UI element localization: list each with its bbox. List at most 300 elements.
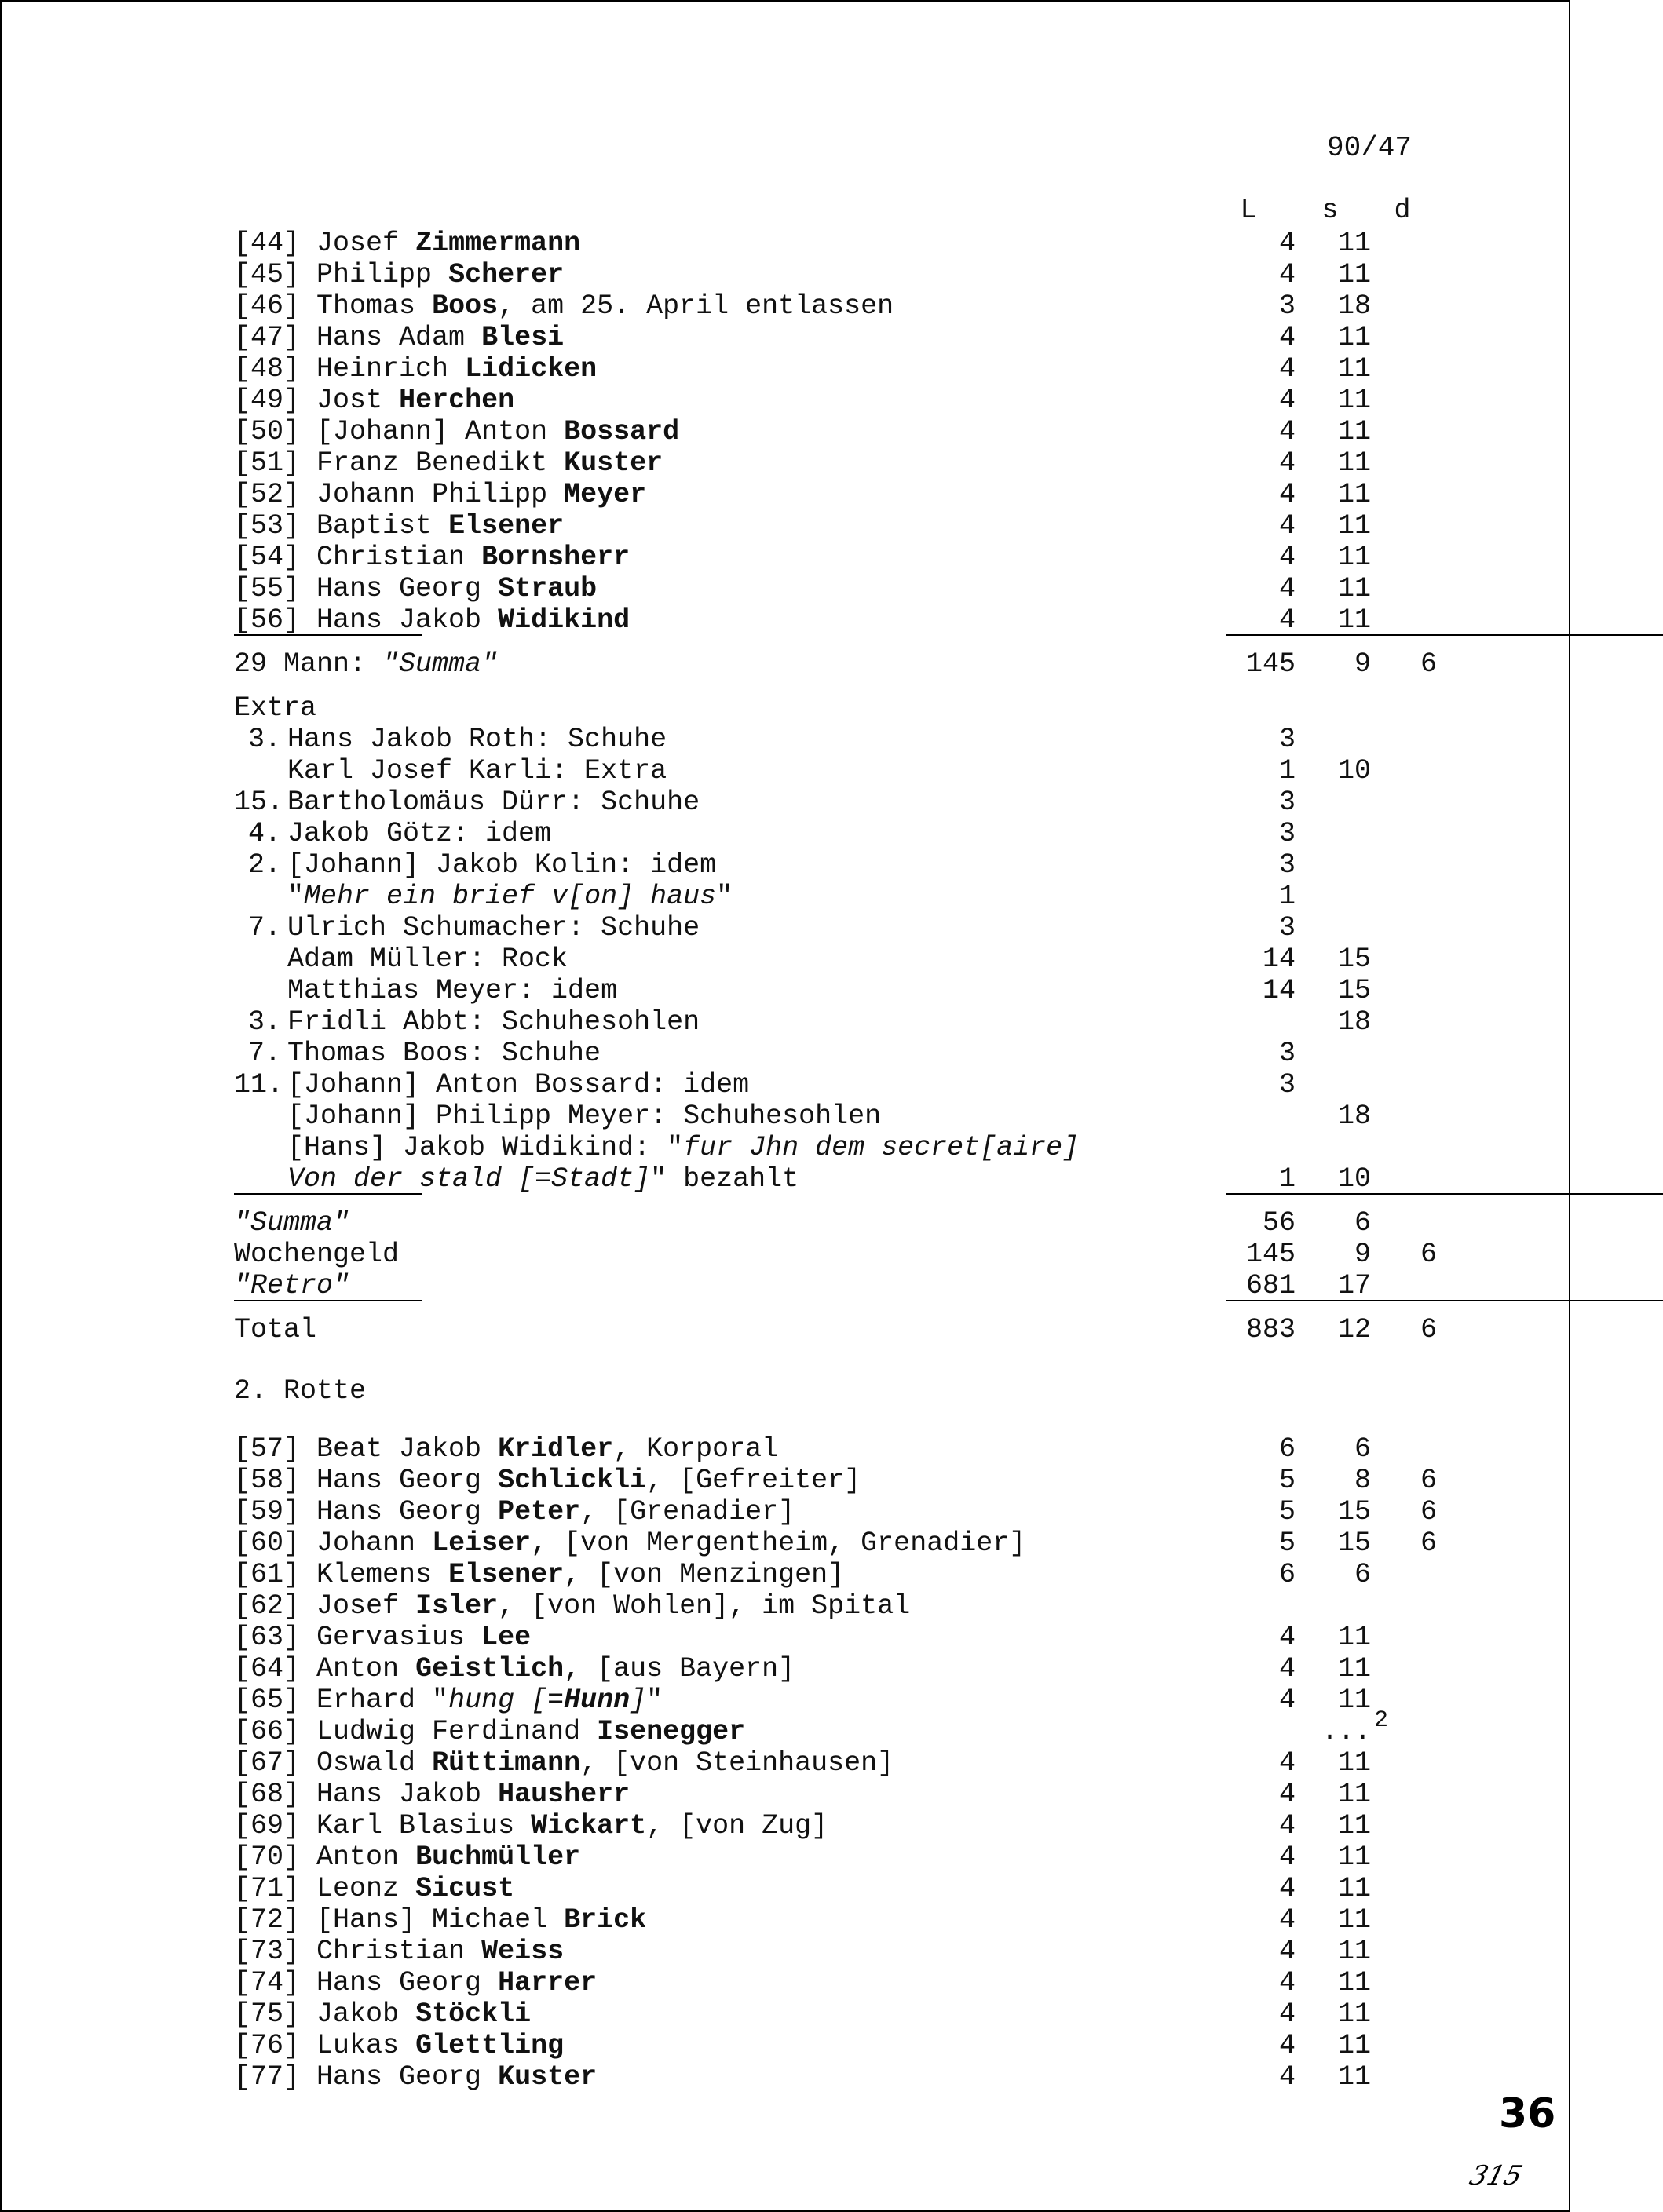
extra-text — [287, 755, 667, 787]
person-entry — [234, 416, 679, 447]
entry-number: [73] — [234, 1936, 317, 1967]
amount-s: 11 — [1337, 353, 1371, 385]
person-entry — [234, 1716, 745, 1747]
extra-text — [287, 975, 617, 1006]
rule-line — [234, 1300, 422, 1301]
amount-s: 11 — [1337, 1936, 1371, 1967]
surname: Brick — [564, 1904, 647, 1936]
entry-number: [68] — [234, 1779, 317, 1810]
amount-l: 4 — [1278, 385, 1296, 416]
rule-line — [1226, 1193, 1663, 1195]
entry-number: [74] — [234, 1967, 317, 1998]
summa1-l: 145 — [1245, 648, 1296, 680]
first-name: Thomas — [316, 290, 416, 322]
extra-plain: [Hans] Jakob Widikind: " — [287, 1132, 684, 1163]
amount-d: 6 — [1420, 1465, 1437, 1496]
extra-row — [234, 1132, 1435, 1163]
remark: , [von Menzingen] — [564, 1559, 845, 1590]
entry-number: [65] — [234, 1685, 317, 1716]
amount-l: 4 — [1278, 1998, 1296, 2030]
rotte1-row — [234, 259, 1435, 290]
extra-plain: [Johann] Anton Bossard: idem — [287, 1069, 750, 1101]
amount-s: 11 — [1337, 1842, 1371, 1873]
rotte1-row — [234, 447, 1435, 479]
amount-l: 4 — [1278, 1873, 1296, 1904]
extra-amount-l: 3 — [1278, 849, 1296, 881]
first-name: [Johann] Anton — [316, 416, 548, 447]
space — [514, 1810, 531, 1842]
person-entry — [234, 479, 646, 510]
handwritten-folio-top-text: 36 — [1499, 2090, 1556, 2137]
first-name: Josef — [316, 228, 400, 259]
person-entry — [234, 1622, 531, 1653]
footnote-marker: 2 — [1374, 1707, 1389, 1734]
extra-text — [287, 1132, 1079, 1163]
surname: Sicust — [415, 1873, 515, 1904]
extra-amount-l: 3 — [1278, 724, 1296, 755]
column-header-s: s — [1321, 195, 1339, 226]
extra-row — [234, 881, 1435, 912]
remark: , Korporal — [613, 1433, 779, 1465]
extra-text — [287, 787, 700, 818]
entry-number: [55] — [234, 573, 317, 604]
surname: Meyer — [564, 479, 647, 510]
rotte2-row — [234, 1747, 1435, 1779]
amount-s: 15 — [1337, 1496, 1371, 1528]
amount-l: 5 — [1278, 1496, 1296, 1528]
rotte2-row — [234, 1433, 1435, 1465]
italic-note — [448, 1685, 646, 1716]
rule-line — [1226, 634, 1663, 636]
first-name: Baptist — [316, 510, 433, 542]
extra-amount-l: 3 — [1278, 1038, 1296, 1069]
amount-s: 11 — [1337, 1904, 1371, 1936]
extra-row — [234, 1038, 1435, 1069]
first-name: Josef — [316, 1590, 400, 1622]
space — [432, 510, 448, 542]
extra-plain: Ulrich Schumacher: Schuhe — [287, 912, 700, 944]
summa1-s: 9 — [1354, 648, 1371, 680]
person-entry — [234, 447, 663, 479]
person-entry — [234, 1998, 531, 2030]
rotte2-row — [234, 1904, 1435, 1936]
remark: , [Gefreiter] — [646, 1465, 861, 1496]
totals-wochengeld-d: 6 — [1420, 1239, 1437, 1270]
extra-amount-l: 1 — [1278, 881, 1296, 912]
surname: Kridler — [498, 1433, 614, 1465]
extra-amount-l: 3 — [1278, 818, 1296, 849]
extra-amount-l: 14 — [1262, 975, 1296, 1006]
rotte1-row — [234, 228, 1435, 259]
amount-s: 15 — [1337, 1528, 1371, 1559]
page-number: 90/47 — [1327, 132, 1413, 164]
tail: " — [646, 1685, 663, 1716]
first-name: Johann — [316, 1528, 416, 1559]
extra-number: 11. — [234, 1069, 284, 1101]
amount-s: 6 — [1354, 1433, 1371, 1465]
extra-text — [287, 818, 551, 849]
first-name: Anton — [316, 1653, 400, 1685]
amount-s: 11 — [1337, 385, 1371, 416]
rotte2-row — [234, 1653, 1435, 1685]
first-name: Hans Georg — [316, 2061, 482, 2093]
amount-s: ... — [1321, 1716, 1371, 1747]
remark: , [von Zug] — [646, 1810, 828, 1842]
amount-l: 4 — [1278, 1653, 1296, 1685]
remark: , [von Steinhausen] — [580, 1747, 894, 1779]
first-name: Hans Georg — [316, 573, 482, 604]
amount-s: 11 — [1337, 447, 1371, 479]
summa1-row — [234, 648, 1435, 680]
remark: , [aus Bayern] — [564, 1653, 795, 1685]
surname: Weiss — [481, 1936, 565, 1967]
totals-block — [234, 1207, 1435, 1345]
entry-number: [69] — [234, 1810, 317, 1842]
rotte2-row — [234, 2030, 1435, 2061]
extra-heading — [234, 692, 1435, 724]
space — [547, 479, 564, 510]
rotte1-row — [234, 542, 1435, 573]
summa1-quote: "Summa" — [382, 648, 499, 680]
first-name: Johann Philipp — [316, 479, 548, 510]
surname: Schlickli — [498, 1465, 647, 1496]
space — [465, 1622, 481, 1653]
surname: Straub — [498, 573, 598, 604]
entry-number: [44] — [234, 228, 317, 259]
space — [481, 604, 498, 636]
person-entry — [234, 1936, 564, 1967]
rotte2-row — [234, 1559, 1435, 1590]
person-entry — [234, 604, 630, 636]
amount-l: 4 — [1278, 322, 1296, 353]
first-name: Leonz — [316, 1873, 400, 1904]
first-name: Erhard " — [316, 1685, 449, 1716]
person-entry — [234, 1528, 1025, 1559]
amount-s: 18 — [1337, 290, 1371, 322]
person-entry — [234, 510, 564, 542]
person-entry — [234, 1559, 844, 1590]
totals-summa — [234, 1207, 1435, 1239]
amount-s: 11 — [1337, 1998, 1371, 2030]
extra-amount-s: 15 — [1337, 944, 1371, 975]
space — [399, 228, 415, 259]
person-entry — [234, 322, 564, 353]
person-entry — [234, 1747, 894, 1779]
surname: Scherer — [448, 259, 565, 290]
rotte2-row — [234, 1685, 1435, 1716]
extra-amount-l: 3 — [1278, 787, 1296, 818]
extra-text — [287, 944, 568, 975]
surname: Peter — [498, 1496, 581, 1528]
surname: Bornsherr — [481, 542, 630, 573]
summa1-block — [234, 648, 1435, 680]
extra-plain: Matthias Meyer: idem — [287, 975, 618, 1006]
first-name: Heinrich — [316, 353, 449, 385]
extra-plain: [Johann] Philipp Meyer: Schuhesohlen — [287, 1101, 882, 1132]
amount-l: 4 — [1278, 1747, 1296, 1779]
first-name: Lukas — [316, 2030, 400, 2061]
entry-number: [59] — [234, 1496, 317, 1528]
space — [547, 416, 564, 447]
first-name: Beat Jakob — [316, 1433, 482, 1465]
amount-s: 11 — [1337, 1622, 1371, 1653]
extra-amount-s: 10 — [1337, 1163, 1371, 1195]
rule-line — [234, 1193, 422, 1195]
amount-l: 5 — [1278, 1465, 1296, 1496]
amount-d: 6 — [1420, 1528, 1437, 1559]
extra-plain: Hans Jakob Roth: Schuhe — [287, 724, 667, 755]
person-entry — [234, 2030, 564, 2061]
surname: Zimmermann — [415, 228, 581, 259]
extra-heading-text: Extra — [234, 692, 317, 724]
extra-amount-l: 1 — [1278, 1163, 1296, 1195]
person-entry — [234, 2061, 597, 2093]
surname: Widikind — [498, 604, 630, 636]
person-entry — [234, 259, 564, 290]
rotte2-row — [234, 1873, 1435, 1904]
first-name: Gervasius — [316, 1622, 466, 1653]
first-name: Hans Jakob — [316, 604, 482, 636]
extra-tail: " bezahlt — [650, 1163, 799, 1195]
space — [481, 1779, 498, 1810]
totals-total-d: 6 — [1420, 1314, 1437, 1345]
totals-summa-s: 6 — [1354, 1207, 1371, 1239]
column-header-l: L — [1240, 195, 1257, 226]
surname: Glettling — [415, 2030, 565, 2061]
rotte2-row — [234, 1810, 1435, 1842]
remark: , am 25. April entlassen — [498, 290, 894, 322]
rotte2-row — [234, 1707, 1435, 1747]
extra-number: 7. — [247, 912, 281, 944]
surname: Wickart — [531, 1810, 647, 1842]
totals-total — [234, 1314, 1435, 1345]
totals-retro — [234, 1270, 1435, 1301]
amount-s: 11 — [1337, 1685, 1371, 1716]
first-name: Hans Adam — [316, 322, 466, 353]
rotte1-row — [234, 604, 1435, 636]
person-entry — [234, 228, 580, 259]
extra-amount-s: 10 — [1337, 755, 1371, 787]
extra-number: 3. — [247, 1006, 281, 1038]
entry-number: [70] — [234, 1842, 317, 1873]
amount-l: 4 — [1278, 1622, 1296, 1653]
extra-amount-l: 3 — [1278, 1069, 1296, 1101]
extra-row — [234, 724, 1435, 755]
rotte2-row — [234, 1967, 1435, 1998]
amount-s: 11 — [1337, 510, 1371, 542]
first-name: [Hans] Michael — [316, 1904, 548, 1936]
first-name: Hans Jakob — [316, 1779, 482, 1810]
surname: Elsener — [448, 510, 565, 542]
totals-wochengeld-s: 9 — [1354, 1239, 1371, 1270]
totals-retro-s: 17 — [1337, 1270, 1371, 1301]
extra-number: 3. — [247, 724, 281, 755]
person-entry — [234, 1496, 795, 1528]
rule-line — [234, 634, 422, 636]
totals-retro-l: 681 — [1245, 1270, 1296, 1301]
amount-l: 5 — [1278, 1528, 1296, 1559]
rotte2-row — [234, 1936, 1435, 1967]
person-entry — [234, 1653, 795, 1685]
space — [448, 353, 465, 385]
amount-s: 11 — [1337, 259, 1371, 290]
extra-text — [287, 724, 667, 755]
rotte2-heading — [234, 1375, 1435, 1407]
totals-total-label: Total — [234, 1314, 317, 1345]
remark: , [von Wohlen], im Spital — [498, 1590, 911, 1622]
first-name: Jakob — [316, 1998, 400, 2030]
person-entry — [234, 1779, 630, 1810]
totals-summa-l: 56 — [1262, 1207, 1296, 1239]
extra-text — [287, 1038, 601, 1069]
surname: Harrer — [498, 1967, 598, 1998]
surname: Geistlich — [415, 1653, 565, 1685]
amount-s: 11 — [1337, 2061, 1371, 2093]
totals-wochengeld-l: 145 — [1245, 1239, 1296, 1270]
rule-line — [1226, 1300, 1663, 1301]
rotte1-list — [234, 228, 1435, 636]
surname: Isenegger — [597, 1716, 746, 1747]
person-entry — [234, 573, 597, 604]
amount-l: 6 — [1278, 1433, 1296, 1465]
extra-row — [234, 755, 1435, 787]
entry-number: [50] — [234, 416, 317, 447]
extra-plain: " — [287, 881, 305, 912]
entry-number: [57] — [234, 1433, 317, 1465]
person-entry — [234, 1685, 663, 1716]
person-entry — [234, 290, 894, 322]
first-name: Hans Georg — [316, 1967, 482, 1998]
amount-s: 11 — [1337, 1779, 1371, 1810]
entry-number: [58] — [234, 1465, 317, 1496]
amount-l: 4 — [1278, 1967, 1296, 1998]
amount-d: 6 — [1420, 1496, 1437, 1528]
rotte2-row — [234, 1779, 1435, 1810]
extra-number: 2. — [247, 849, 281, 881]
rotte1-row — [234, 416, 1435, 447]
rotte2-row — [234, 1842, 1435, 1873]
amount-l: 4 — [1278, 1842, 1296, 1873]
column-header-d: d — [1394, 195, 1411, 226]
extra-block — [234, 692, 1435, 1195]
amount-l: 3 — [1278, 290, 1296, 322]
entry-number: [66] — [234, 1716, 317, 1747]
first-name: Anton — [316, 1842, 400, 1873]
person-entry — [234, 1810, 828, 1842]
extra-number: 7. — [247, 1038, 281, 1069]
extra-plain: [Johann] Jakob Kolin: idem — [287, 849, 717, 881]
surname: Kuster — [498, 2061, 598, 2093]
totals-retro-label: "Retro" — [234, 1270, 350, 1301]
amount-l: 4 — [1278, 542, 1296, 573]
amount-s: 8 — [1354, 1465, 1371, 1496]
space — [465, 1936, 481, 1967]
person-entry — [234, 1590, 910, 1622]
person-entry — [234, 1465, 861, 1496]
space — [415, 290, 432, 322]
entry-number: [71] — [234, 1873, 317, 1904]
remark: , [Grenadier] — [580, 1496, 795, 1528]
extra-plain: Jakob Götz: idem — [287, 818, 552, 849]
rotte2-list — [234, 1375, 1435, 2093]
space — [580, 1716, 597, 1747]
rotte2-row — [234, 1590, 1435, 1622]
amount-s: 11 — [1337, 2030, 1371, 2061]
space — [382, 385, 399, 416]
extra-text — [287, 881, 733, 912]
rotte2-row — [234, 1998, 1435, 2030]
rotte1-row — [234, 479, 1435, 510]
surname: Stöckli — [415, 1998, 532, 2030]
extra-row — [234, 849, 1435, 881]
space — [547, 447, 564, 479]
rotte1-row — [234, 573, 1435, 604]
surname: Hausherr — [498, 1779, 630, 1810]
extra-plain: Adam Müller: Rock — [287, 944, 568, 975]
extra-text — [287, 1163, 799, 1195]
totals-wochengeld-label: Wochengeld — [234, 1239, 400, 1270]
space — [432, 259, 448, 290]
space — [481, 2061, 498, 2093]
handwritten-folio-top — [1496, 2088, 1559, 2137]
person-entry — [234, 542, 630, 573]
extra-plain: Fridli Abbt: Schuhesohlen — [287, 1006, 700, 1038]
amount-l: 4 — [1278, 259, 1296, 290]
summa1-d: 6 — [1420, 648, 1437, 680]
italic-post: ] — [630, 1685, 647, 1716]
rotte2-row — [234, 2061, 1435, 2093]
extra-amount-l: 14 — [1262, 944, 1296, 975]
first-name: Christian — [316, 1936, 466, 1967]
extra-plain: Karl Josef Karli: Extra — [287, 755, 667, 787]
amount-l: 4 — [1278, 416, 1296, 447]
amount-l: 4 — [1278, 2030, 1296, 2061]
entry-number: [53] — [234, 510, 317, 542]
space — [399, 1873, 415, 1904]
extra-italic: Von der stald [=Stadt] — [287, 1163, 651, 1195]
totals-summa-label: "Summa" — [234, 1207, 350, 1239]
extra-amount-s: 15 — [1337, 975, 1371, 1006]
surname: Rüttimann — [432, 1747, 581, 1779]
entry-number: [49] — [234, 385, 317, 416]
surname: Lidicken — [465, 353, 598, 385]
handwritten-folio-bottom-text: 315 — [1466, 2160, 1526, 2192]
rotte1-row — [234, 510, 1435, 542]
surname: Bossard — [564, 416, 680, 447]
extra-plain: Bartholomäus Dürr: Schuhe — [287, 787, 700, 818]
amount-s: 11 — [1337, 479, 1371, 510]
totals-wochengeld — [234, 1239, 1435, 1270]
amount-l: 4 — [1278, 1810, 1296, 1842]
entry-number: [72] — [234, 1904, 317, 1936]
first-name: Klemens — [316, 1559, 433, 1590]
extra-row — [234, 912, 1435, 944]
extra-text — [287, 912, 700, 944]
entry-number: [46] — [234, 290, 317, 322]
space — [547, 1904, 564, 1936]
amount-s: 11 — [1337, 542, 1371, 573]
extra-text — [287, 849, 716, 881]
person-entry — [234, 385, 514, 416]
person-entry — [234, 1842, 580, 1873]
space — [481, 1496, 498, 1528]
person-entry — [234, 1904, 646, 1936]
surname: Blesi — [481, 322, 565, 353]
first-name: Hans Georg — [316, 1465, 482, 1496]
rotte2-row — [234, 1465, 1435, 1496]
totals-total-l: 883 — [1245, 1314, 1296, 1345]
surname: Kuster — [564, 447, 663, 479]
